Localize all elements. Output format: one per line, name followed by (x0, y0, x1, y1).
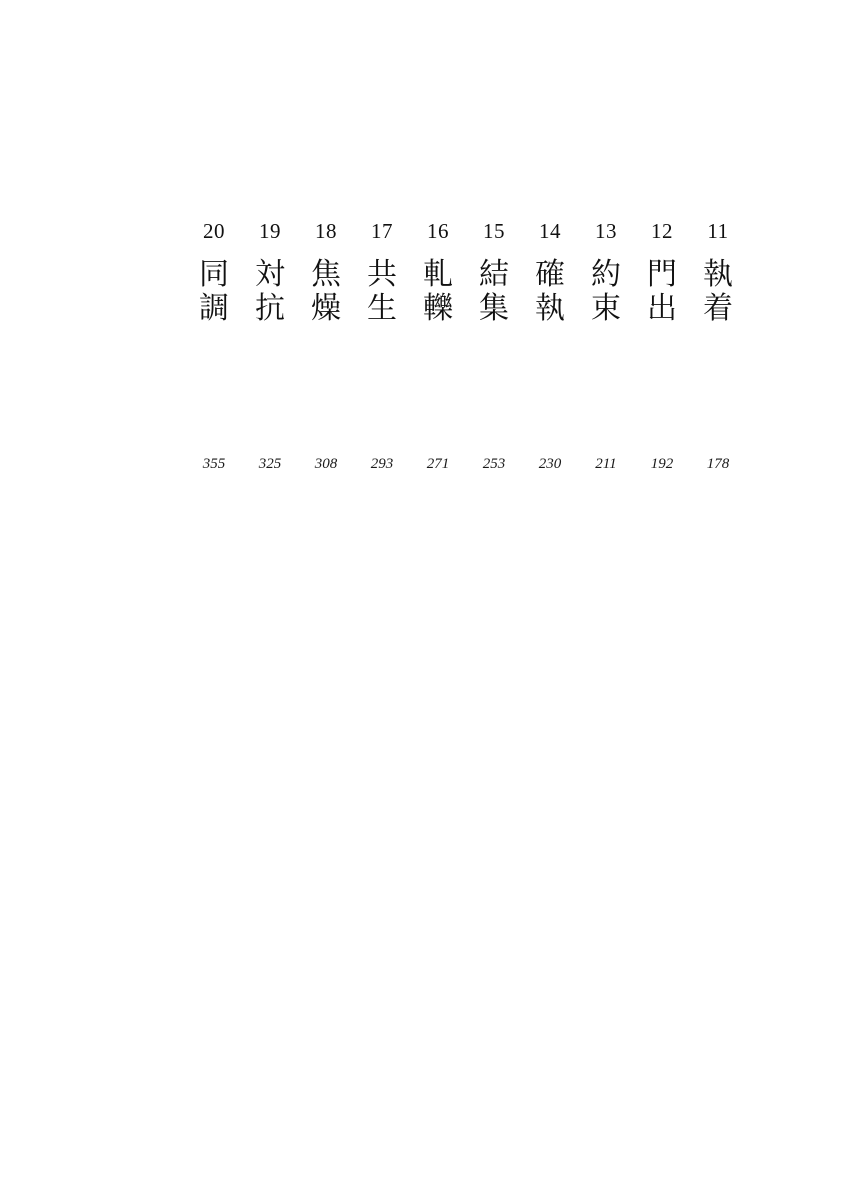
rank-number: 16 (427, 219, 449, 243)
word-character: 束 (591, 291, 621, 326)
word-character: 対 (255, 257, 285, 292)
rank-number: 12 (651, 219, 673, 243)
rank-number: 20 (203, 219, 225, 243)
score-row (186, 454, 746, 474)
rank-number-row (186, 218, 746, 244)
rank-number: 11 (707, 219, 729, 243)
score-value: 253 (482, 456, 506, 472)
word-character: 軋 (423, 257, 453, 292)
score-value: 230 (538, 456, 562, 472)
word-character: 燥 (311, 291, 341, 326)
rank-number: 14 (539, 219, 561, 243)
word-character: 抗 (255, 291, 285, 326)
rank-number: 19 (259, 219, 281, 243)
word-character: 轢 (423, 291, 453, 326)
rank-number: 18 (315, 219, 337, 243)
score-value: 355 (202, 456, 226, 472)
score-value: 308 (314, 456, 338, 472)
word-first-character-row (186, 258, 746, 292)
score-value: 293 (370, 456, 394, 472)
word-character: 確 (535, 257, 565, 292)
word-character: 執 (535, 291, 565, 326)
word-character: 着 (703, 291, 733, 326)
rank-number: 15 (483, 219, 505, 243)
word-character: 約 (591, 257, 621, 292)
word-character: 出 (647, 291, 677, 326)
word-character: 調 (199, 291, 229, 326)
rank-number: 13 (595, 219, 617, 243)
score-value: 271 (426, 456, 450, 472)
word-character: 生 (367, 291, 397, 326)
word-character: 同 (199, 257, 229, 292)
word-character: 結 (479, 257, 509, 292)
word-character: 執 (703, 257, 733, 292)
word-character: 門 (647, 257, 677, 292)
score-value: 178 (706, 456, 730, 472)
rank-number: 17 (371, 219, 393, 243)
word-character: 共 (367, 257, 397, 292)
ranking-table (186, 218, 746, 474)
score-value: 325 (258, 456, 282, 472)
score-value: 211 (595, 456, 617, 472)
score-value: 192 (650, 456, 674, 472)
word-character: 焦 (311, 257, 341, 292)
word-second-character-row (186, 292, 746, 326)
word-character: 集 (479, 291, 509, 326)
